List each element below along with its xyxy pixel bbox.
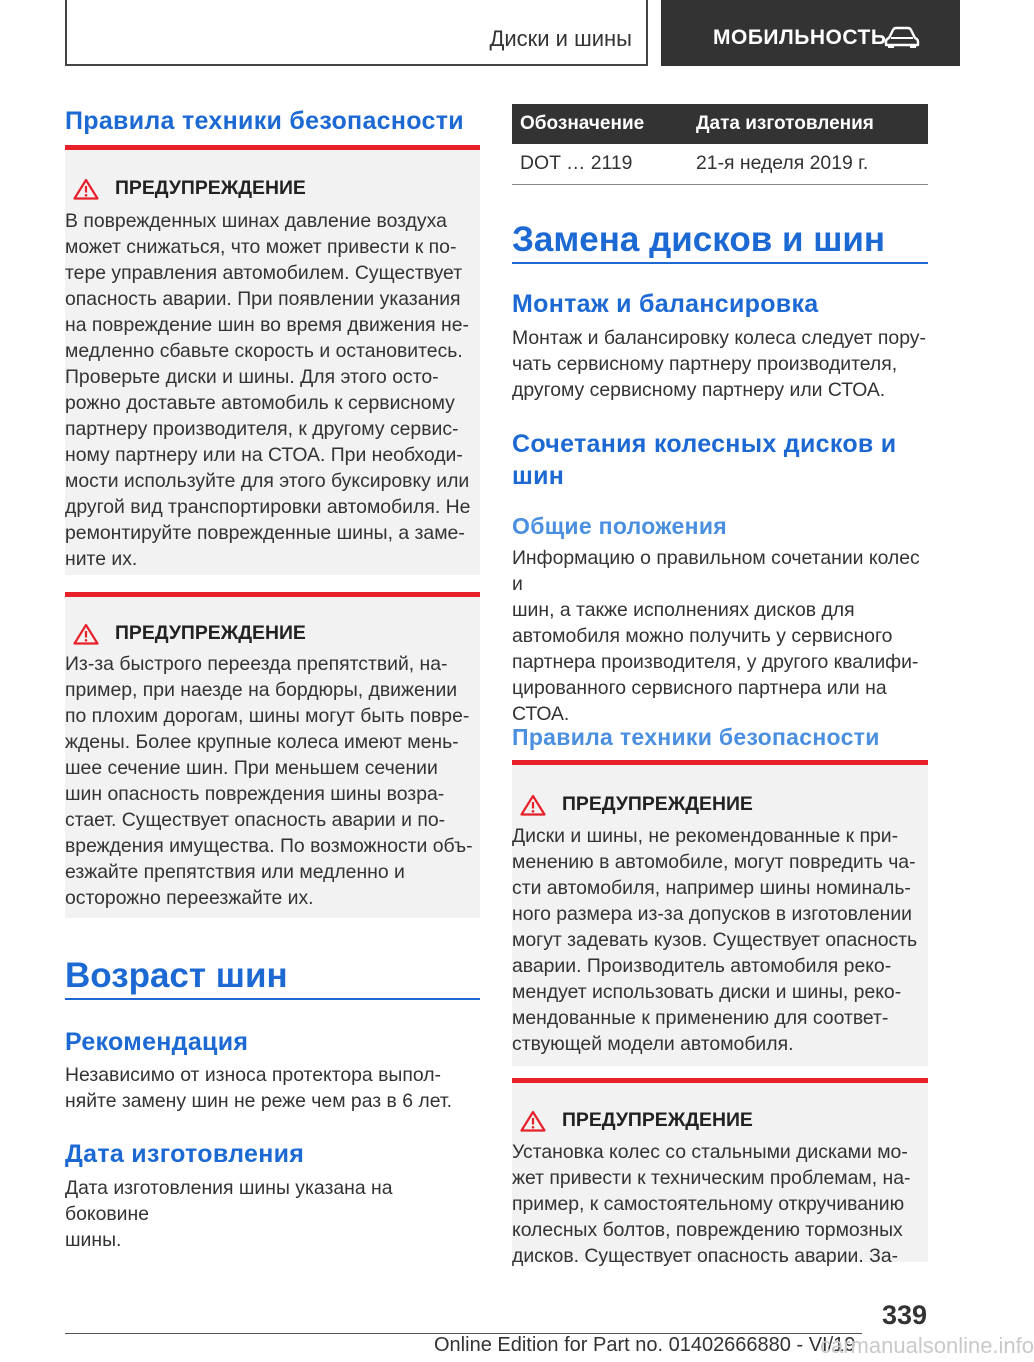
tire-age-heading: Возраст шин [65,956,288,995]
warning-body-1: В поврежденных шинах давление воздуха может снижаться, что может привести к по- тере управления автомобилем. Существует опасность аварии. При появлении указания на повреждение шин во время движения не- медленно сбавьте скорость и остановитесь. Проверьте диски и шины. Для этого осто- рожно доставьте автомобиль к сервисному партнеру производителя, к другому сервис- ному партнеру или на СТОА. При необходи- мости используйте для этого буксировку или другой вид транспортировки автомобиля. Не ремонтируйте поврежденные шины, а заме- ните их. [65,210,471,570]
warning-title-4: ПРЕДУПРЕЖДЕНИЕ [520,1109,753,1132]
warning-box-1 [65,145,480,575]
warning-triangle-icon [73,623,99,645]
warning-title-2: ПРЕДУПРЕЖДЕНИЕ [73,622,306,645]
safety-heading-left: Правила техники безопасности [65,107,464,135]
safety-heading-right: Правила техники безопасности [512,724,880,750]
header-section-tab [65,0,648,66]
date-text: Дата изготовления шины указана на боковине шины. [65,1177,393,1251]
recommendation-heading: Рекомендация [65,1028,249,1056]
general-heading: Общие положения [512,513,727,539]
mount-text: Монтаж и балансировку колеса следует пору- чать сервисному партнеру производителя, другому сервисному партнеру или СТОА. [512,327,926,401]
warning-triangle-icon [520,794,546,816]
warning-body-2: Из-за быстрого переезда препятствий, на- пример, при наезде на бордюры, движении по плохим дорогам, шины могут быть повре- ждены. Более крупные колеса имеют мень- шее сечение шин. При меньшем сечении шин опасность повреждения шины возра- стает. Существует опасность аварии и по- вреждения имущества. По возможности объ- езжайте препятствия или медленно и осторожно переезжайте их. [65,653,473,909]
date-heading: Дата изготовления [65,1140,305,1168]
warning-body-3: Диски и шины, не рекомендованные к при- менению в автомобиле, могут повредить ча- сти автомобиля, например шины номиналь- ного размера из-за допусков в изготовлении могут задевать кузов. Существует опасность аварии. Производитель автомобиля реко- мендует использовать диски и шины, реко- мендованные к применению для соответ- ствующей модели автомобиля. [512,825,918,1055]
warning-box-3 [512,760,928,1066]
watermark: carmanualsonline.info [820,1333,1034,1358]
header-section-title: Диски и шины [489,26,632,51]
combo-heading: Сочетания колесных дисков и шин [512,430,897,490]
warning-title-3: ПРЕДУПРЕЖДЕНИЕ [520,793,753,816]
header-chapter-title: МОБИЛЬНОСТЬ [713,26,887,49]
table-header-date: Дата изготовления [688,104,928,144]
section-rule [65,998,480,1000]
warning-title-1: ПРЕДУПРЕЖДЕНИЕ [73,177,306,200]
car-icon [885,26,919,48]
replace-heading: Замена дисков и шин [512,220,886,259]
warning-triangle-icon [520,1110,546,1132]
header-chapter-tab [661,0,960,66]
warning-body-4: Установка колес со стальными дисками мо- жет привести к техническим проблемам, на- пример, к самостоятельному откручиванию колесных болтов, повреждению тормозных дисков. Существует опасность аварии. За- [512,1141,911,1267]
recommendation-text: Независимо от износа протектора выпол- няйте замену шин не реже чем раз в 6 лет. [65,1064,452,1112]
page-number: 339 [881,1300,927,1330]
footer-edition: Online Edition for Part no. 01402666880 - VI/19 [434,1334,856,1356]
mount-heading: Монтаж и балансировка [512,290,819,318]
warning-box-2 [65,592,480,918]
dot-date-table [512,104,928,185]
general-text: Информацию о правильном сочетании колес и шин, а также исполнениях дисков для автомобиля можно получить у сервисного партнера производителя, у другого квалифи- цированного сервисного партнера или на СТОА. [512,547,920,725]
table-row: DOT … 2119 21-я неделя 2019 г. [512,144,928,184]
warning-triangle-icon [73,178,99,200]
table-header-designation: Обозначение [512,104,688,144]
section-rule [512,262,928,264]
warning-box-4 [512,1078,928,1267]
